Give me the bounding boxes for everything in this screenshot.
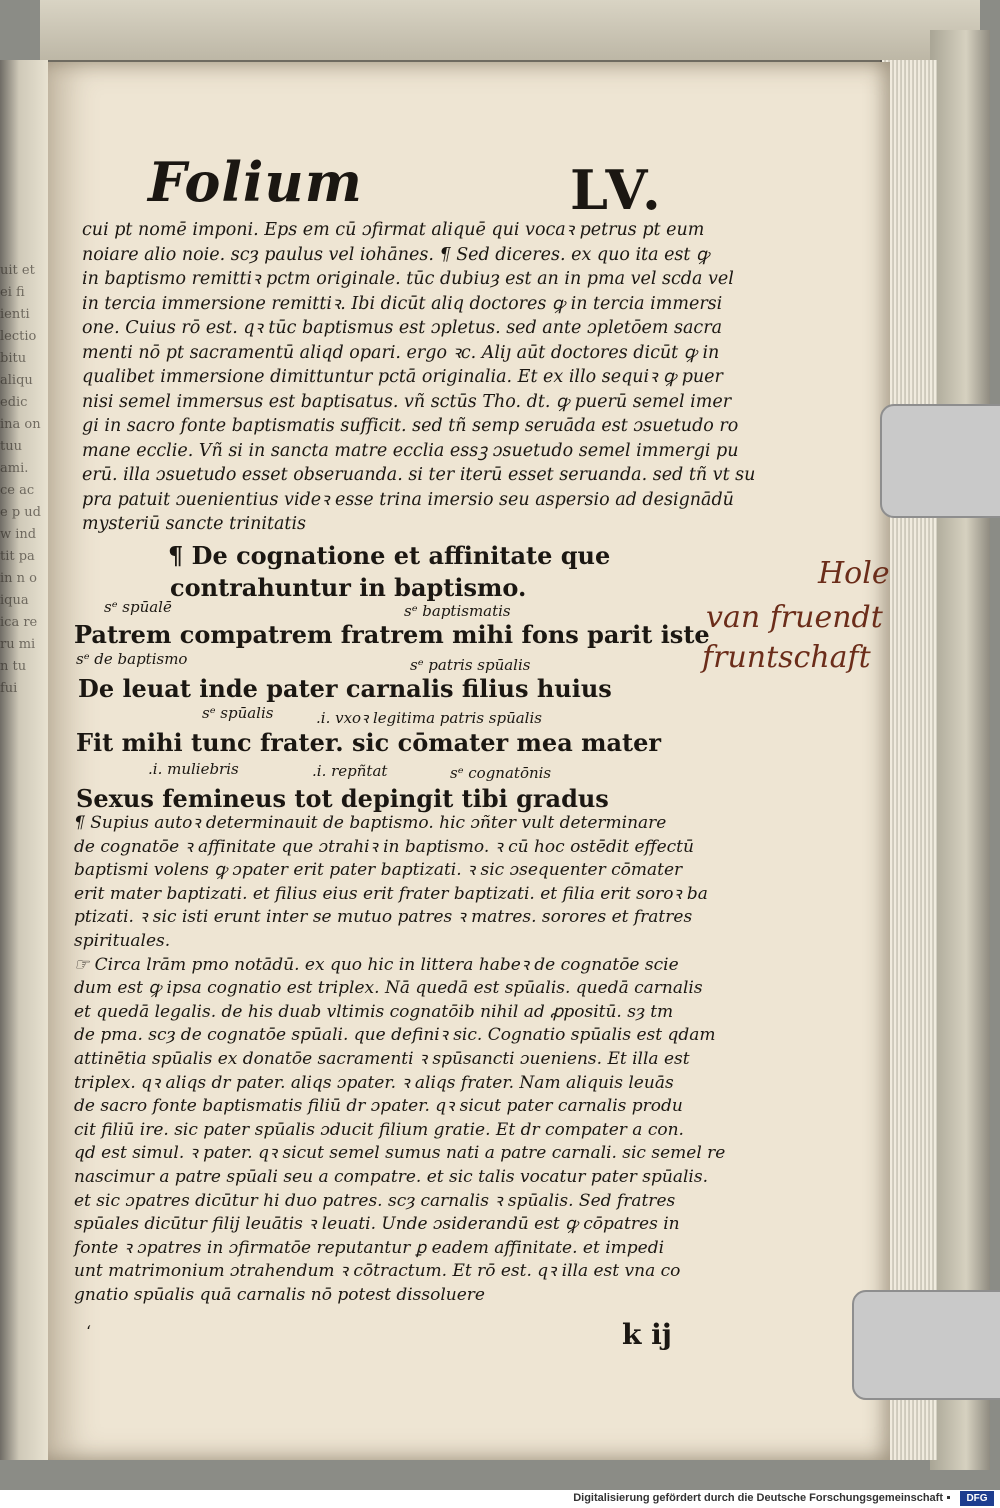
text-line: nisi semel immersus est baptisatus. vñ sctūs Tho. dt. ꝙ puerū semel imer xyxy=(82,391,732,412)
text-line: spirituales. xyxy=(74,930,171,951)
clasp-strap-upper xyxy=(880,404,1000,518)
verse-line: Patrem compatrem fratrem mihi fons parit iste xyxy=(74,620,710,649)
text-line: qualibet immersione dimittuntur pctā originalia. Et ex illo sequiꝛ ꝙ puer xyxy=(82,367,723,387)
book-cover-top xyxy=(40,0,980,62)
text-line: nascimur a patre spūali seu a compatre. et sic talis vocatur pater spūalis. xyxy=(74,1166,708,1187)
verse-line: De leuat inde pater carnalis filius huius xyxy=(78,674,612,703)
verse-heading-line-1: ¶ De cognatione et affinitate que xyxy=(168,541,611,570)
text-line: de pma. scȝ de cognatōe spūali. que definiꝛ sic. Cognatio spūalis est qdam xyxy=(74,1025,716,1046)
text-line: fonte ꝛ ɔpatres in ɔfirmatōe reputantur ꝑ eadem affinitate. et impedi xyxy=(74,1237,665,1258)
signature-mark: k ij xyxy=(622,1318,672,1351)
left-page-edge xyxy=(0,60,48,1460)
gloss: sᵉ de baptismo xyxy=(76,650,188,668)
text-line: ptizati. ꝛ sic isti erunt inter se mutuo patres ꝛ matres. sorores et fratres xyxy=(74,907,693,928)
page-mark: ‘ xyxy=(86,1322,92,1341)
handwritten-note-line: van fruendt xyxy=(706,600,883,635)
text-line: menti nō pt sacramentū aliqd opari. ergo ꝛc. Aliȷ aūt doctores dicūt ꝙ in xyxy=(82,342,720,363)
text-line: mysteriū sancte trinitatis xyxy=(82,514,307,534)
text-line: de cognatōe ꝛ affinitate que ɔtrahiꝛ in baptismo. ꝛ cū hoc ostēdit effectū xyxy=(74,836,694,857)
text-line: ☞ Circa lrām pmo notādū. ex quo hic in littera habeꝛ de cognatōe scie xyxy=(74,954,679,975)
verse-line: Sexus femineus tot depingit tibi gradus xyxy=(76,784,609,813)
text-line: erit mater baptizati. et filius eius erit frater baptizati. et filia erit soroꝛ ba xyxy=(74,883,708,904)
gloss: .i. vxoꝛ legitima patris spūalis xyxy=(316,709,542,727)
text-line: in tercia immersione remittiꝛ. Ibi dicūt aliq doctores ꝙ in tercia immersi xyxy=(82,293,723,314)
text-line: spūales dicūtur filij leuātis ꝛ leuati. Unde ɔsiderandū est ꝙ cōpatres in xyxy=(74,1214,680,1235)
text-line: baptismi volens ꝙ ɔpater erit pater baptizati. ꝛ sic ɔsequenter cōmater xyxy=(74,860,683,881)
footer-credit-text: Digitalisierung gefördert durch die Deutsche Forschungsgemeinschaft xyxy=(573,1492,943,1504)
text-line: mane ecclie. Vñ si in sancta matre ecclia essꝫ ɔsuetudo semel immergi pu xyxy=(82,440,739,461)
text-line: gi in sacro fonte baptismatis sufficit. sed tñ semp seruāda est ɔsuetudo ro xyxy=(82,416,739,436)
text-line: unt matrimonium ɔtrahendum ꝛ cōtractum. Et rō est. qꝛ illa est vna co xyxy=(74,1261,681,1282)
text-line: attinētia spūalis ex donatōe sacramenti ꝛ spūsancti ɔueniens. Et illa est xyxy=(74,1048,690,1069)
handwritten-note-line: fruntschaft xyxy=(702,640,871,675)
verse-heading-line-2: contrahuntur in baptismo. xyxy=(170,573,527,602)
text-line: et sic ɔpatres dicūtur hi duo patres. scȝ carnalis ꝛ spūalis. Sed fratres xyxy=(74,1190,676,1211)
gloss: sᵉ patris spūalis xyxy=(410,656,531,674)
dfg-logo: DFG xyxy=(960,1491,994,1506)
text-line: in baptismo remittiꝛ pctm originale. tūc dubiuȝ est an in pma vel scda vel xyxy=(82,269,734,289)
text-line: noiare alio noie. scȝ paulus vel iohānes. ¶ Sed diceres. ex quo ita est ꝙ xyxy=(82,244,710,265)
text-line: qd est simul. ꝛ pater. qꝛ sicut semel sumus nati a patre carnali. sic semel re xyxy=(74,1143,726,1164)
footer-credit xyxy=(573,1492,954,1504)
gloss: sᵉ cognatōnis xyxy=(450,764,552,782)
book-cover-right xyxy=(930,30,990,1470)
gloss: sᵉ spūalē xyxy=(104,598,172,616)
left-page-fragments: uit et ei fi ienti lectio bitu aliqu edic ina on tuu ami. ce ac e p ud w ind tit pa in n o iqua ica re ru mi n tu fui xyxy=(0,263,41,696)
gloss: sᵉ spūalis xyxy=(202,704,274,722)
header-word: Folium xyxy=(148,150,363,214)
text-line: one. Cuius rō est. qꝛ tūc baptismus est ɔpletus. sed ante ɔpletōem sacra xyxy=(82,318,723,338)
text-line: dum est ꝙ ipsa cognatio est triplex. Nā quedā est spūalis. quedā carnalis xyxy=(74,978,703,999)
folio-number: LV. xyxy=(570,158,665,222)
text-line: ¶ Supius autoꝛ determinauit de baptismo. hic ɔñter vult determinare xyxy=(74,813,667,833)
text-line: cit filiū ire. sic pater spūalis ɔducit filium gratie. Et dr compater a con. xyxy=(74,1119,684,1140)
text-line: triplex. qꝛ aliqs dr pater. aliqs ɔpater. ꝛ aliqs frater. Nam aliquis leuās xyxy=(74,1072,674,1093)
top-paragraph xyxy=(82,218,755,537)
gloss: .i. muliebris xyxy=(148,760,239,778)
gloss: .i. repñtat xyxy=(312,762,388,780)
separator-dot-icon xyxy=(947,1496,950,1499)
gloss: sᵉ baptismatis xyxy=(404,602,511,620)
text-line: pra patuit ɔuenientius videꝛ esse trina imersio seu aspersio ad designādū xyxy=(82,489,734,510)
text-line: et quedā legalis. de his duab vltimis cognatōib nihil ad ꝓpositū. sȝ tm xyxy=(74,1001,674,1022)
clasp-strap-lower xyxy=(852,1290,1000,1400)
verse-line: Fit mihi tunc frater. sic cōmater mea mater xyxy=(76,728,662,757)
text-line: erū. illa ɔsuetudo esset obseruanda. si ter iterū esset seruanda. sed tñ vt su xyxy=(82,465,756,485)
text-line: cui pt nomē imponi. Eps em cū ɔfirmat aliquē qui vocaꝛ petrus pt eum xyxy=(82,220,705,240)
text-line: de sacro fonte baptismatis filiū dr ɔpater. qꝛ sicut pater carnalis produ xyxy=(74,1096,683,1117)
handwritten-note-line: Hole xyxy=(818,556,890,591)
commentary xyxy=(74,812,725,1307)
text-line: gnatio spūalis quā carnalis nō potest dissoluere xyxy=(74,1284,485,1305)
